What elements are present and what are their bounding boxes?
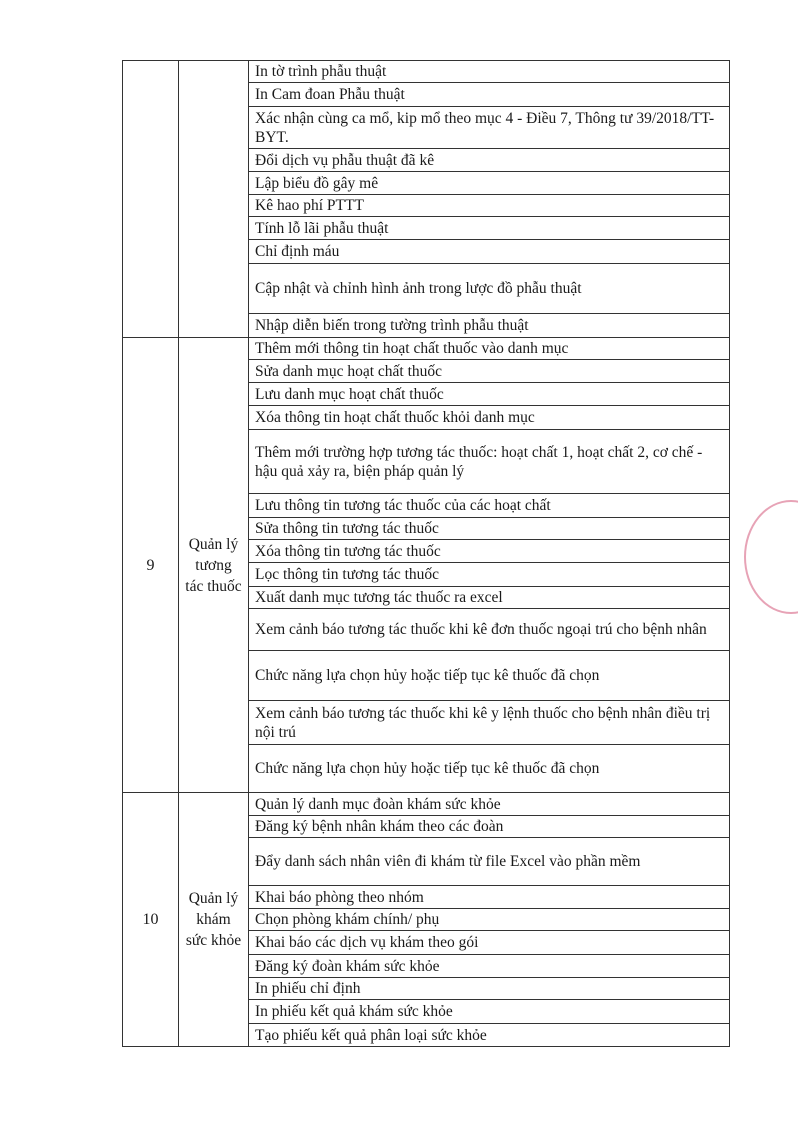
function-cell: Xem cảnh báo tương tác thuốc khi kê y lệnh thuốc cho bệnh nhân điều trị nội trú (249, 701, 730, 745)
function-cell: Xem cảnh báo tương tác thuốc khi kê đơn thuốc ngoại trú cho bệnh nhân (249, 609, 730, 651)
function-cell: Chỉ định máu (249, 240, 730, 264)
function-cell: Nhập diễn biến trong tường trình phẫu thuật (249, 314, 730, 338)
function-cell: Xác nhận cùng ca mổ, kip mổ theo mục 4 - Điều 7, Thông tư 39/2018/TT-BYT. (249, 107, 730, 149)
table-row (123, 338, 730, 360)
function-cell: Đăng ký đoàn khám sức khỏe (249, 955, 730, 978)
function-cell: Xóa thông tin tương tác thuốc (249, 540, 730, 563)
function-cell: Đổi dịch vụ phẫu thuật đã kê (249, 149, 730, 172)
function-cell: Đẩy danh sách nhân viên đi khám từ file Excel vào phần mềm (249, 838, 730, 886)
function-table (122, 60, 730, 1047)
function-cell: Lưu thông tin tương tác thuốc của các hoạt chất (249, 494, 730, 518)
function-cell: Chọn phòng khám chính/ phụ (249, 909, 730, 931)
group-name-cell (179, 61, 249, 338)
function-cell: Chức năng lựa chọn hủy hoặc tiếp tục kê thuốc đã chọn (249, 651, 730, 701)
function-cell: Kê hao phí PTTT (249, 195, 730, 217)
function-cell: Xuất danh mục tương tác thuốc ra excel (249, 587, 730, 609)
function-cell: In tờ trình phẫu thuật (249, 61, 730, 83)
function-cell: Đăng ký bệnh nhân khám theo các đoàn (249, 816, 730, 838)
function-cell: In Cam đoan Phẫu thuật (249, 83, 730, 107)
function-cell: Lập biểu đồ gây mê (249, 172, 730, 195)
function-cell: Tạo phiếu kết quả phân loại sức khỏe (249, 1024, 730, 1047)
group-number-cell: 10 (123, 793, 179, 1047)
table-row (123, 61, 730, 83)
function-cell: Khai báo phòng theo nhóm (249, 886, 730, 909)
function-cell: Thêm mới trường hợp tương tác thuốc: hoạt chất 1, hoạt chất 2, cơ chế - hậu quả xảy ra, biện pháp quản lý (249, 430, 730, 494)
red-seal-stamp (744, 500, 798, 614)
function-cell: Thêm mới thông tin hoạt chất thuốc vào danh mục (249, 338, 730, 360)
group-name-cell: Quản lý khám sức khỏe (179, 793, 249, 1047)
function-cell: Sửa danh mục hoạt chất thuốc (249, 360, 730, 383)
group-number-cell (123, 61, 179, 338)
function-cell: In phiếu kết quả khám sức khỏe (249, 1000, 730, 1024)
function-cell: Lọc thông tin tương tác thuốc (249, 563, 730, 587)
function-cell: In phiếu chỉ định (249, 978, 730, 1000)
function-cell: Lưu danh mục hoạt chất thuốc (249, 383, 730, 406)
function-cell: Tính lỗ lãi phẫu thuật (249, 217, 730, 240)
function-cell: Khai báo các dịch vụ khám theo gói (249, 931, 730, 955)
function-cell: Cập nhật và chỉnh hình ảnh trong lược đồ phẫu thuật (249, 264, 730, 314)
function-cell: Sửa thông tin tương tác thuốc (249, 518, 730, 540)
function-table-body (123, 61, 730, 1047)
function-cell: Quản lý danh mục đoàn khám sức khỏe (249, 793, 730, 816)
group-name-cell: Quản lý tương tác thuốc (179, 338, 249, 793)
function-cell: Chức năng lựa chọn hủy hoặc tiếp tục kê thuốc đã chọn (249, 745, 730, 793)
group-number-cell: 9 (123, 338, 179, 793)
function-cell: Xóa thông tin hoạt chất thuốc khỏi danh mục (249, 406, 730, 430)
table-row (123, 793, 730, 816)
